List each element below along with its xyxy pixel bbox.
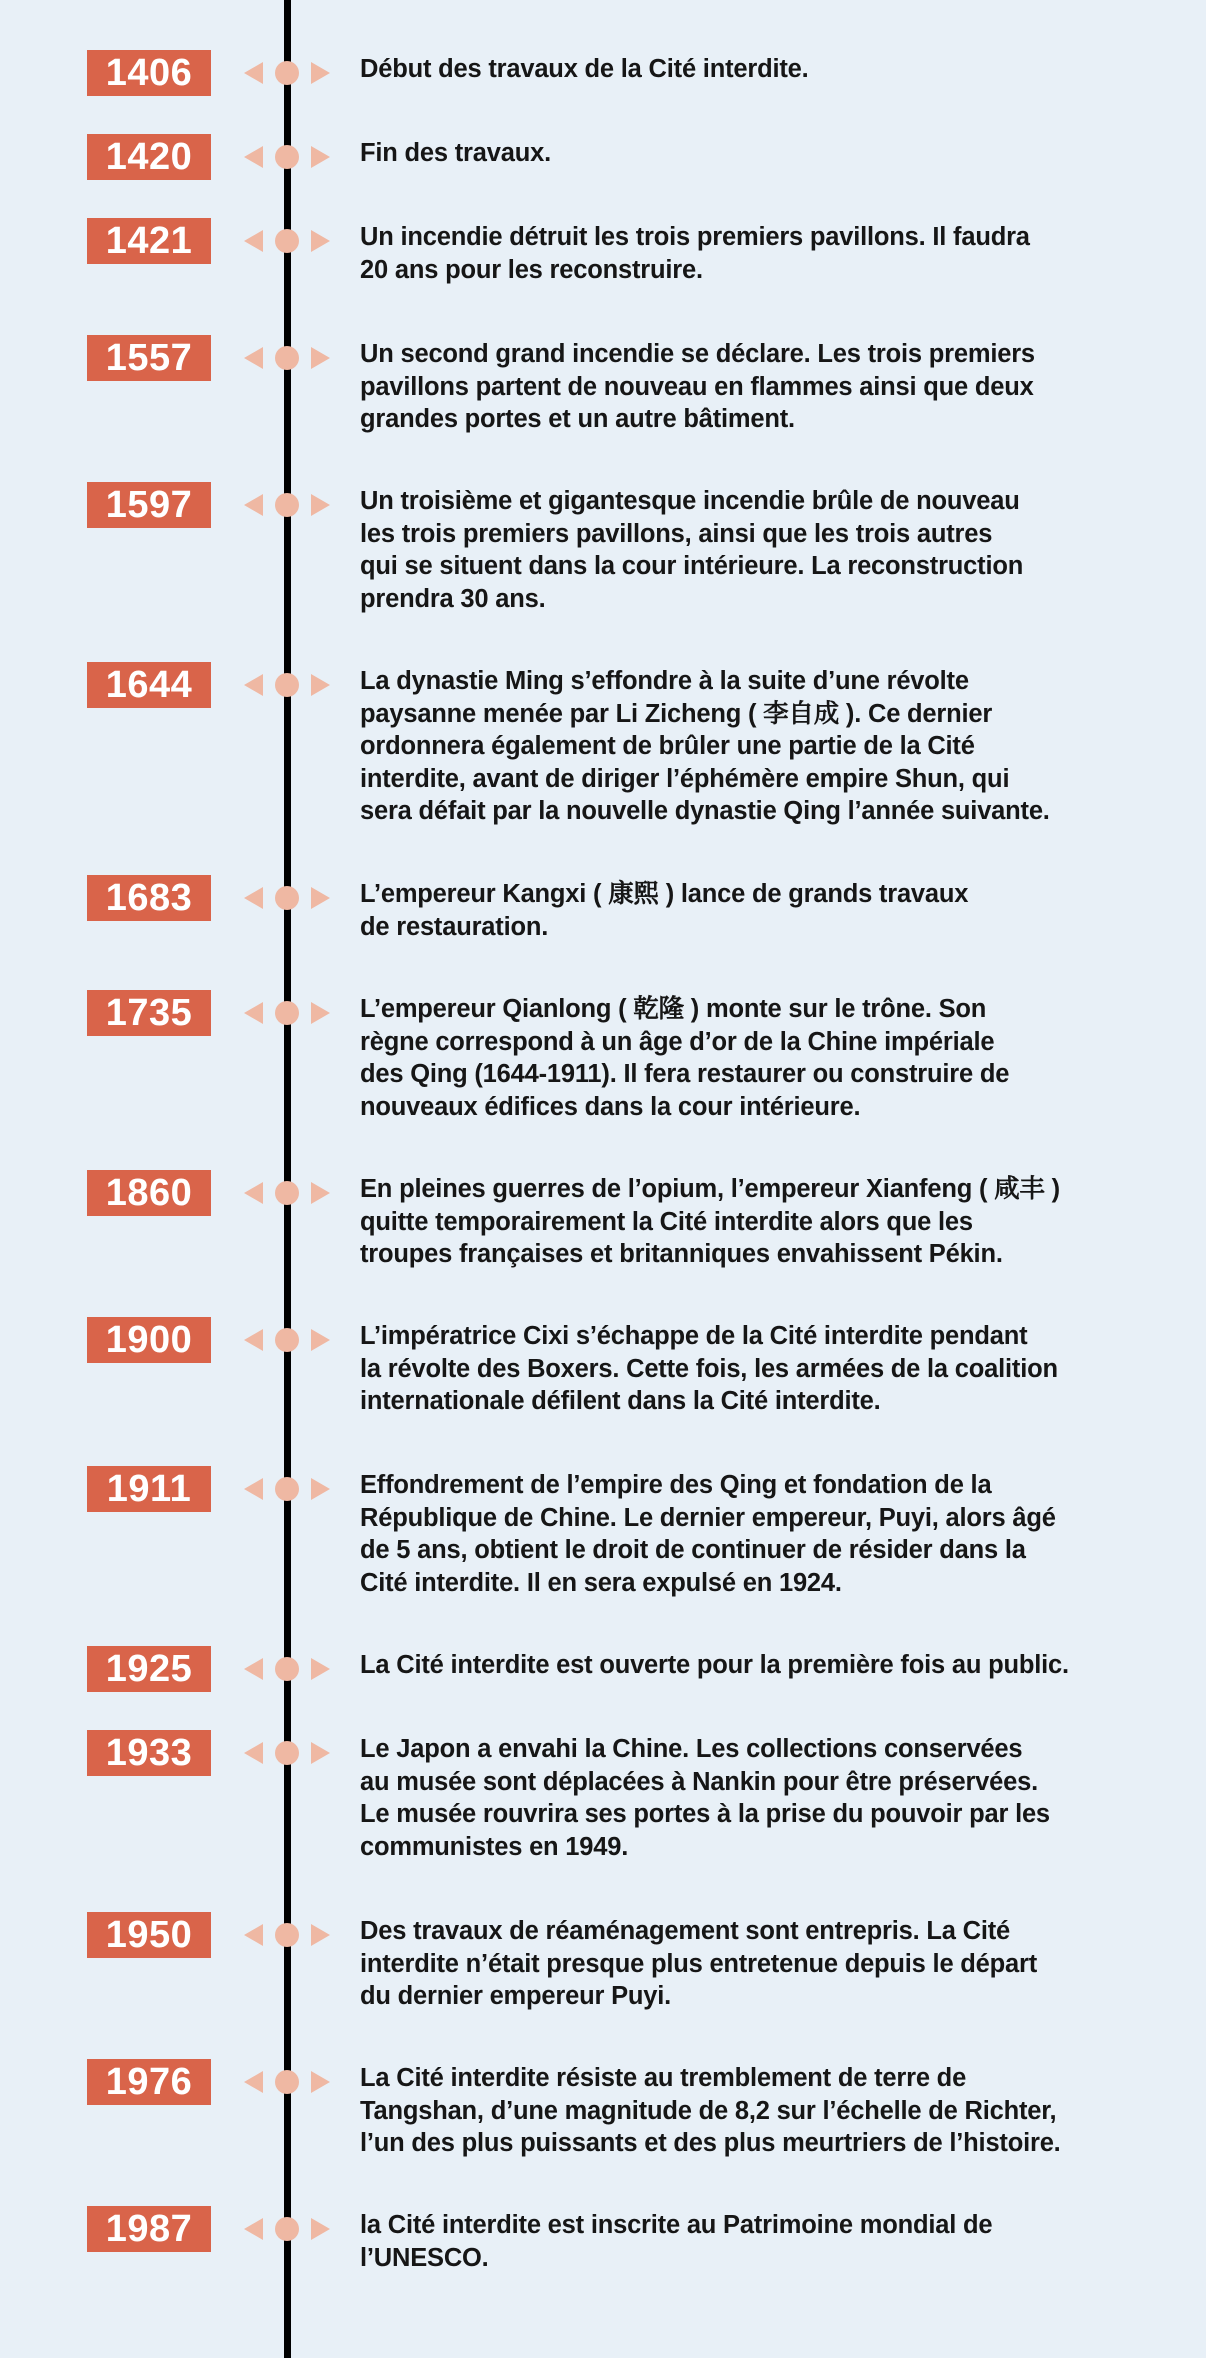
timeline-marker-icon (244, 227, 330, 255)
timeline-marker-icon (244, 491, 330, 519)
timeline-marker-icon (244, 1179, 330, 1207)
event-description: Un troisième et gigantesque incendie brûle de nouveau les trois premiers pavillons, ainsi que les trois autres qui se situent dans la cour intérieure. La reconstruction prendra 30 ans. (360, 487, 1024, 613)
year-badge: 1933 (87, 1730, 211, 1776)
timeline-marker-icon (244, 999, 330, 1027)
event-description: Fin des travaux. (360, 139, 551, 167)
year-badge: 1735 (87, 990, 211, 1036)
event-description: Effondrement de l’empire des Qing et fondation de la République de Chine. Le dernier empereur, Puyi, alors âgé de 5 ans, obtient le droit de continuer de résider dans la Cité interdite. Il en sera expulsé en 1924. (360, 1471, 1056, 1597)
year-badge: 1557 (87, 335, 211, 381)
event-description: La Cité interdite résiste au tremblement de terre de Tangshan, d’une magnitude de 8,2 sur l’échelle de Richter, l’un des plus puissants et des plus meurtriers de l’histoire. (360, 2064, 1061, 2157)
year-badge: 1911 (87, 1466, 211, 1512)
timeline-marker-icon (244, 2215, 330, 2243)
year-badge: 1420 (87, 134, 211, 180)
year-badge: 1925 (87, 1646, 211, 1692)
event-description: En pleines guerres de l’opium, l’empereur Xianfeng ( 咸丰 ) quitte temporairement la Cité interdite alors que les troupes françaises et britanniques envahissent Pékin. (360, 1175, 1060, 1268)
event-description: L’impératrice Cixi s’échappe de la Cité interdite pendant la révolte des Boxers. Cette fois, les armées de la coalition internationale défilent dans la Cité interdite. (360, 1322, 1058, 1415)
year-badge: 1406 (87, 50, 211, 96)
year-badge: 1683 (87, 875, 211, 921)
timeline-marker-icon (244, 884, 330, 912)
timeline-marker-icon (244, 671, 330, 699)
timeline-marker-icon (244, 1326, 330, 1354)
timeline-marker-icon (244, 143, 330, 171)
event-description: L’empereur Qianlong ( 乾隆 ) monte sur le trône. Son règne correspond à un âge d’or de la Chine impériale des Qing (1644-1911). Il fera restaurer ou construire de nouveaux édifices dans la cour intérieure. (360, 995, 1010, 1121)
timeline-marker-icon (244, 1921, 330, 1949)
timeline-marker-icon (244, 1655, 330, 1683)
year-badge: 1987 (87, 2206, 211, 2252)
year-badge: 1644 (87, 662, 211, 708)
event-description: Début des travaux de la Cité interdite. (360, 55, 809, 83)
year-badge: 1976 (87, 2059, 211, 2105)
year-badge: 1421 (87, 218, 211, 264)
year-badge: 1597 (87, 482, 211, 528)
timeline-marker-icon (244, 59, 330, 87)
timeline-marker-icon (244, 2068, 330, 2096)
event-description: L’empereur Kangxi ( 康熙 ) lance de grands travaux de restauration. (360, 880, 969, 941)
event-description: La Cité interdite est ouverte pour la première fois au public. (360, 1651, 1069, 1679)
event-description: Le Japon a envahi la Chine. Les collections conservées au musée sont déplacées à Nankin pour être préservées. Le musée rouvrira ses portes à la prise du pouvoir par les communistes en 1949. (360, 1735, 1050, 1861)
year-badge: 1900 (87, 1317, 211, 1363)
timeline-marker-icon (244, 1739, 330, 1767)
event-description: la Cité interdite est inscrite au Patrimoine mondial de l’UNESCO. (360, 2211, 993, 2272)
year-badge: 1950 (87, 1912, 211, 1958)
timeline-marker-icon (244, 344, 330, 372)
event-description: La dynastie Ming s’effondre à la suite d’une révolte paysanne menée par Li Zicheng ( 李自成 ). Ce dernier ordonnera également de brûler une partie de la Cité interdite, avant de diriger l’éphémère empire Shun, qui sera défait par la nouvelle dynastie Qing l’année suivante. (360, 667, 1050, 825)
event-description: Des travaux de réaménagement sont entrepris. La Cité interdite n’était presque plus entretenue depuis le départ du dernier empereur Puyi. (360, 1917, 1038, 2010)
year-badge: 1860 (87, 1170, 211, 1216)
event-description: Un second grand incendie se déclare. Les trois premiers pavillons partent de nouveau en flammes ainsi que deux grandes portes et un autre bâtiment. (360, 340, 1035, 433)
timeline-marker-icon (244, 1475, 330, 1503)
event-description: Un incendie détruit les trois premiers pavillons. Il faudra 20 ans pour les reconstruire. (360, 223, 1030, 284)
